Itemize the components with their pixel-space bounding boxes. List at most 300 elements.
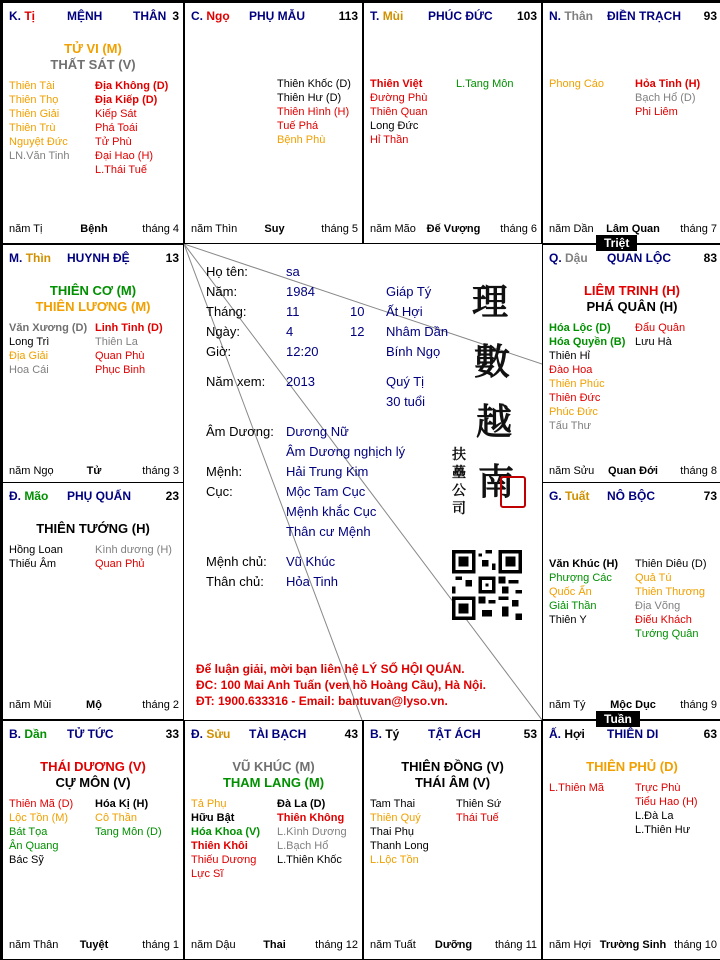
palace-footer — [370, 939, 537, 953]
star-item: Quả Tú — [635, 572, 672, 584]
calligraphy-small-4: 司 — [452, 501, 466, 517]
star-item: Tử Phù — [95, 136, 132, 148]
right-star-column — [635, 321, 685, 349]
ho-ten-row — [206, 264, 248, 279]
palace-month: tháng 9 — [680, 699, 717, 711]
star-item: Thiên Hỉ — [549, 350, 590, 362]
cuc-label: Cục: — [206, 484, 233, 499]
star-item: Hóa Lộc (D) — [549, 322, 611, 334]
palace-branch-name: Mùi — [382, 9, 404, 23]
star-item: Thiên Giải — [9, 108, 60, 120]
star-item: Thiếu Âm — [9, 558, 57, 570]
palace-age: 103 — [516, 9, 537, 23]
star-item: Thanh Long — [370, 840, 429, 852]
palace-header — [9, 727, 179, 743]
palace-header — [9, 9, 179, 25]
main-star: THIÊN LƯƠNG (M) — [35, 299, 151, 314]
main-stars — [3, 283, 183, 315]
star-item: Phi Liêm — [635, 106, 678, 118]
star-item: Cô Thần — [95, 812, 137, 824]
nam-label: Năm: — [206, 284, 238, 299]
right-star-column — [277, 797, 347, 867]
star-item: Phúc Đức — [549, 406, 598, 418]
palace-name: TỬ TỨC — [67, 727, 114, 741]
contact-address: ĐC: 100 Mai Anh Tuấn (ven hồ Hoàng Cầu), Hà Nội. — [196, 678, 487, 692]
star-item: Quan Phù — [95, 350, 145, 362]
palace-year: năm Dần — [549, 223, 594, 235]
nam-xem-can-chi: Quý Tị — [386, 374, 425, 389]
star-item: Kình dương (H) — [95, 544, 172, 556]
ngay-duong: 4 — [286, 324, 294, 339]
palace-life-stage: Tuyệt — [79, 939, 109, 951]
star-item: Thiên Quý — [370, 812, 421, 824]
star-item: Thiên Thương — [635, 586, 706, 598]
star-item: Hoa Cái — [9, 364, 49, 376]
palace-year: năm Ngọ — [9, 465, 54, 477]
star-item: Đẩu Quân — [635, 322, 686, 334]
palace-name: QUAN LỘC — [607, 251, 671, 265]
palace-footer — [191, 939, 358, 953]
palace-life-stage: Đế Vượng — [426, 223, 481, 235]
star-item: Thiên Thọ — [9, 94, 59, 106]
palace-month: tháng 3 — [142, 465, 179, 477]
star-item: Hữu Bật — [191, 812, 235, 824]
star-item: Lực Sĩ — [191, 868, 224, 880]
palace-branch — [191, 9, 230, 23]
star-item: Linh Tinh (D) — [95, 322, 163, 334]
thang-can-chi: Ất Hợi — [386, 304, 423, 319]
nam-xem-value: 2013 — [286, 374, 315, 389]
cuc-relation: Mệnh khắc Cục — [286, 504, 377, 519]
right-star-column — [456, 77, 513, 91]
palace-year: năm Tuất — [370, 939, 416, 951]
palace-stem: Ấ. — [549, 727, 561, 741]
palace-thin[interactable] — [2, 244, 184, 486]
palace-stem: G. — [549, 489, 562, 503]
star-item: Thiên Sứ — [456, 798, 502, 810]
palace-stem: B. — [9, 727, 21, 741]
main-star: VŨ KHÚC (M) — [232, 759, 315, 774]
palace-life-stage: Lâm Quan — [606, 223, 660, 235]
am-duong-note: Âm Dương nghịch lý — [286, 444, 406, 459]
palace-month: tháng 11 — [494, 939, 537, 951]
palace-age: 83 — [703, 251, 717, 265]
palace-month: tháng 8 — [680, 465, 717, 477]
palace-hoi[interactable] — [542, 720, 720, 960]
star-item: L.Đà La — [635, 810, 674, 822]
palace-branch-name: Mão — [24, 489, 49, 503]
palace-branch — [549, 489, 589, 503]
palace-age: 113 — [338, 9, 358, 23]
palace-year: năm Thân — [9, 939, 59, 951]
star-item: Thiếu Dương — [191, 854, 257, 866]
left-star-column — [549, 321, 625, 433]
main-stars — [364, 759, 541, 791]
palace-month: tháng 1 — [142, 939, 179, 951]
main-star: THIÊN CƠ (M) — [49, 283, 137, 298]
nam-can-chi: Giáp Tý — [386, 284, 432, 299]
star-item: Kiếp Sát — [95, 108, 137, 120]
palace-year: năm Mão — [370, 223, 416, 235]
palace-branch — [9, 9, 35, 23]
palace-name: NÔ BỘC — [607, 489, 655, 503]
main-stars — [3, 41, 183, 73]
thang-label: Tháng: — [206, 304, 247, 319]
palace-branch-name: Thân — [564, 9, 594, 23]
star-item: Thiên Mã (D) — [9, 798, 74, 810]
palace-header — [370, 9, 537, 25]
palace-name: PHỤ MẪU — [249, 9, 305, 23]
palace-footer — [191, 223, 358, 237]
palace-life-stage: Suy — [264, 223, 285, 235]
palace-header — [549, 9, 717, 25]
main-star: THAM LANG (M) — [222, 775, 325, 790]
right-star-column — [635, 77, 700, 119]
palace-header — [9, 489, 179, 505]
star-item: Đà La (D) — [277, 798, 326, 810]
star-item: Giải Thần — [549, 600, 597, 612]
left-star-column — [549, 557, 618, 627]
star-item: Đào Hoa — [549, 364, 593, 376]
star-item: L.Tang Môn — [456, 78, 514, 90]
gio-can-chi: Bính Ngọ — [386, 344, 441, 359]
palace-footer — [9, 465, 179, 479]
palace-year: năm Thìn — [191, 223, 238, 235]
palace-stem: C. — [191, 9, 203, 23]
right-star-column — [456, 797, 501, 825]
star-item: Bác Sỹ — [9, 854, 44, 866]
palace-than[interactable] — [542, 2, 720, 244]
palace-name: PHỤ QUẤN — [67, 489, 132, 503]
palace-branch — [549, 727, 585, 741]
palace-life-stage: Thai — [263, 939, 286, 951]
palace-stem: T. — [370, 9, 380, 23]
star-item: Tả Phụ — [191, 798, 227, 810]
star-item: Tướng Quân — [635, 628, 699, 640]
gio-label: Giờ: — [206, 344, 232, 359]
left-star-column — [9, 79, 70, 163]
palace-life-stage: Quan Đới — [608, 465, 658, 477]
star-item: Thiên La — [95, 336, 138, 348]
star-item: Thiên Trù — [9, 122, 56, 134]
main-star: THIÊN PHỦ (D) — [586, 759, 678, 774]
tuoi-value: 30 tuổi — [386, 394, 426, 409]
star-item: Long Đức — [370, 120, 419, 132]
palace-age: 43 — [344, 727, 358, 741]
palace-life-stage: Mộc Dục — [610, 699, 656, 711]
palace-branch-name: Ngọ — [206, 9, 230, 23]
palace-age: 53 — [523, 727, 537, 741]
palace-footer — [549, 939, 717, 953]
palace-header — [191, 9, 358, 25]
ngay-label: Ngày: — [206, 324, 240, 339]
palace-life-stage: Bệnh — [80, 223, 108, 235]
star-item: Quan Phủ — [95, 558, 145, 570]
palace-mao[interactable] — [2, 482, 184, 720]
left-star-column — [370, 77, 427, 147]
qr-code-icon[interactable] — [452, 550, 522, 620]
palace-branch — [370, 727, 399, 741]
right-star-column — [95, 321, 163, 377]
star-item: Tam Thai — [370, 798, 416, 810]
palace-age: 93 — [703, 9, 717, 23]
left-star-column — [9, 797, 73, 867]
than-chu-label: Thân chủ: — [206, 574, 264, 589]
right-star-column — [277, 77, 351, 147]
star-item: Thiên Diêu (D) — [635, 558, 707, 570]
star-item: Bạch Hổ (D) — [635, 92, 696, 104]
palace-tuat[interactable] — [542, 482, 720, 720]
menh-chu-label: Mệnh chủ: — [206, 554, 267, 569]
palace-branch — [9, 251, 51, 265]
star-item: L.Thiên Hư — [635, 824, 691, 836]
palace-header — [191, 727, 358, 743]
palace-year: năm Hợi — [549, 939, 592, 951]
palace-year: năm Tý — [549, 699, 586, 711]
star-item: Văn Khúc (H) — [549, 558, 619, 570]
palace-branch — [549, 251, 588, 265]
menh-label: Mệnh: — [206, 464, 243, 479]
right-star-column — [635, 781, 698, 837]
ngay-can-chi: Nhâm Dần — [386, 324, 449, 339]
palace-name: TẬT ÁCH — [428, 727, 481, 741]
palace-name: PHÚC ĐỨC — [428, 9, 493, 23]
palace-branch-name: Tuất — [565, 489, 590, 503]
star-item: L.Bạch Hổ — [277, 840, 329, 852]
palace-year: năm Dậu — [191, 939, 236, 951]
palace-header — [549, 251, 717, 267]
ho-ten-value: sa — [286, 264, 300, 279]
main-star: TỬ VI (M) — [64, 41, 122, 56]
calligraphy-char-2: 數 — [474, 341, 511, 383]
palace-age: 33 — [165, 727, 179, 741]
palace-branch — [549, 9, 593, 23]
star-item: Thiên Tài — [9, 80, 55, 92]
star-item: Phượng Các — [549, 572, 612, 584]
palace-footer — [9, 939, 179, 953]
main-star: THÁI ÂM (V) — [414, 775, 491, 790]
palace-name: THIÊN DI — [607, 727, 659, 741]
star-item: Lộc Tồn (M) — [9, 812, 69, 824]
palace-footer — [9, 699, 179, 713]
palace-month: tháng 2 — [142, 699, 179, 711]
left-star-column — [549, 781, 604, 795]
star-item: Hóa Khoa (V) — [191, 826, 261, 838]
star-item: Thiên Khôi — [191, 840, 248, 852]
palace-age: 3 — [172, 9, 179, 23]
am-duong-label: Âm Dương: — [206, 424, 274, 439]
nam-xem-label: Năm xem: — [206, 374, 266, 389]
palace-stem: Đ. — [191, 727, 203, 741]
star-item: L.Kình Dương — [277, 826, 347, 838]
star-item: L.Thái Tuế — [95, 164, 147, 176]
star-item: Ân Quang — [9, 840, 59, 852]
palace-age: 73 — [703, 489, 717, 503]
star-item: Hóa Kị (H) — [95, 798, 149, 810]
left-star-column — [370, 797, 429, 867]
calligraphy-char-3: 越 — [476, 401, 513, 443]
star-item: Đại Hao (H) — [95, 150, 154, 162]
star-item: Tang Môn (D) — [95, 826, 162, 838]
center-info-panel — [184, 244, 542, 720]
contact-phone-email[interactable]: ĐT: 1900.633316 - Email: bantuvan@lyso.vn. — [196, 694, 448, 708]
star-item: Địa Giải — [9, 350, 49, 362]
palace-name: HUYNH ĐỆ — [67, 251, 130, 265]
palace-footer — [549, 465, 717, 479]
thang-am: 10 — [350, 304, 365, 319]
calligraphy-small-1: 扶 — [452, 447, 466, 463]
star-item: Thiên Hư (D) — [277, 92, 342, 104]
main-star: THIÊN TƯỚNG (H) — [36, 521, 150, 536]
star-item: Đường Phù — [370, 92, 428, 104]
star-item: Phong Cáo — [549, 78, 605, 90]
palace-name: ĐIỀN TRẠCH — [607, 9, 681, 23]
star-item: Tấu Thư — [549, 420, 592, 432]
contact-line-1: Để luận giải, mời bạn liên hệ LÝ SỐ HỘI QUÁN. — [196, 662, 465, 676]
star-item: Thiên Không — [277, 812, 345, 824]
palace-header — [9, 251, 179, 267]
palace-month: tháng 4 — [142, 223, 179, 235]
main-stars — [3, 759, 183, 791]
left-star-column — [9, 321, 87, 377]
palace-life-stage: Dưỡng — [434, 939, 473, 951]
star-item: Phá Toái — [95, 122, 138, 134]
cuc-value: Mộc Tam Cục — [286, 484, 366, 499]
palace-branch — [9, 727, 47, 741]
than-marker: THÂN — [133, 9, 167, 23]
palace-stem: B. — [370, 727, 382, 741]
star-item: L.Thiên Mã — [549, 782, 605, 794]
palace-life-stage: Trường Sinh — [599, 939, 667, 951]
main-star: THIÊN ĐỒNG (V) — [401, 759, 504, 774]
left-star-column — [549, 77, 604, 91]
palace-branch-name: Tị — [24, 9, 36, 23]
am-duong-value: Dương Nữ — [286, 424, 349, 439]
calligraphy-char-4: 南 — [478, 461, 515, 503]
right-star-column — [95, 797, 162, 839]
palace-header — [370, 727, 537, 743]
main-star: PHÁ QUÂN (H) — [586, 299, 678, 314]
palace-age: 13 — [165, 251, 179, 265]
palace-branch-name: Hợi — [564, 727, 585, 741]
star-item: Thiên Việt — [370, 78, 423, 90]
star-item: Địa Kiếp (D) — [95, 94, 158, 106]
than-chu-value: Hỏa Tinh — [286, 574, 339, 589]
palace-age: 63 — [703, 727, 717, 741]
main-stars — [543, 759, 720, 775]
star-item: Long Trì — [9, 336, 50, 348]
palace-month: tháng 6 — [500, 223, 537, 235]
palace-branch — [9, 489, 48, 503]
nam-value: 1984 — [286, 284, 315, 299]
palace-stem: Q. — [549, 251, 562, 265]
main-star: CỰ MÔN (V) — [55, 775, 131, 790]
star-item: Phục Binh — [95, 364, 146, 376]
red-seal-icon — [500, 476, 526, 508]
palace-footer — [370, 223, 537, 237]
star-item: L.Thiên Khốc — [277, 854, 342, 866]
right-star-column — [635, 557, 707, 641]
star-item: LN.Văn Tinh — [9, 150, 70, 162]
star-item: Thiên Hình (H) — [277, 106, 350, 118]
palace-branch-name: Sửu — [206, 727, 231, 741]
palace-year: năm Tị — [9, 223, 43, 235]
palace-name: TÀI BẠCH — [249, 727, 307, 741]
star-item: Thiên Đức — [549, 392, 601, 404]
star-item: Hỏa Tinh (H) — [635, 78, 701, 90]
palace-ngo[interactable] — [184, 2, 363, 244]
palace-dan[interactable] — [2, 720, 184, 960]
star-item: Quốc Ấn — [549, 586, 592, 598]
palace-year: năm Sửu — [549, 465, 595, 477]
palace-header — [549, 489, 717, 505]
star-item: Thái Tuế — [456, 812, 499, 824]
star-item: Thai Phụ — [370, 826, 415, 838]
main-stars — [543, 283, 720, 315]
palace-ti[interactable] — [2, 2, 184, 244]
ho-ten-label: Họ tên: — [206, 264, 248, 279]
menh-value: Hải Trung Kim — [286, 464, 369, 479]
tuan-tag: Tuần — [596, 711, 640, 727]
palace-month: tháng 7 — [680, 223, 717, 235]
palace-branch-name: Dần — [24, 727, 48, 741]
star-item: Lưu Hà — [635, 336, 672, 348]
star-item: L.Lộc Tồn — [370, 854, 419, 866]
palace-suu[interactable] — [184, 720, 363, 960]
palace-month: tháng 10 — [674, 939, 717, 951]
star-item: Trực Phù — [635, 782, 681, 794]
calligraphy-char-1: 理 — [472, 281, 509, 323]
star-item: Điếu Khách — [635, 614, 692, 626]
main-stars — [3, 521, 183, 537]
star-item: Thiên Phúc — [549, 378, 605, 390]
palace-ty[interactable] — [363, 720, 542, 960]
main-star: LIÊM TRINH (H) — [583, 283, 681, 298]
palace-branch-name: Tý — [385, 727, 400, 741]
star-item: Thiên Quan — [370, 106, 428, 118]
star-item: Tiểu Hao (H) — [635, 796, 698, 808]
palace-year: năm Mùi — [9, 699, 52, 711]
star-item: Văn Xương (D) — [9, 322, 88, 334]
palace-branch-name: Dậu — [565, 251, 588, 265]
star-item: Địa Võng — [635, 600, 681, 612]
palace-dau[interactable] — [542, 244, 720, 486]
palace-branch — [191, 727, 230, 741]
palace-branch — [370, 9, 403, 23]
right-star-column — [95, 79, 168, 177]
menh-chu-value: Vũ Khúc — [286, 554, 336, 569]
palace-month: tháng 12 — [315, 939, 358, 951]
star-item: Hồng Loan — [9, 544, 63, 556]
palace-stem: K. — [9, 9, 21, 23]
palace-header — [549, 727, 717, 743]
calligraphy-small-2: 蘲 — [452, 465, 466, 481]
ngay-am: 12 — [350, 324, 365, 339]
palace-age: 23 — [165, 489, 179, 503]
palace-life-stage: Tử — [86, 465, 102, 477]
star-item: Thiên Khốc (D) — [277, 78, 351, 90]
palace-stem: N. — [549, 9, 561, 23]
star-item: Nguyệt Đức — [9, 136, 68, 148]
palace-mui[interactable] — [363, 2, 542, 244]
palace-footer — [9, 223, 179, 237]
star-item: Địa Không (D) — [95, 80, 169, 92]
star-item: Bát Tọa — [9, 826, 48, 838]
palace-stem: M. — [9, 251, 23, 265]
palace-stem: Đ. — [9, 489, 21, 503]
main-stars — [185, 759, 362, 791]
gio-value: 12:20 — [286, 344, 319, 359]
